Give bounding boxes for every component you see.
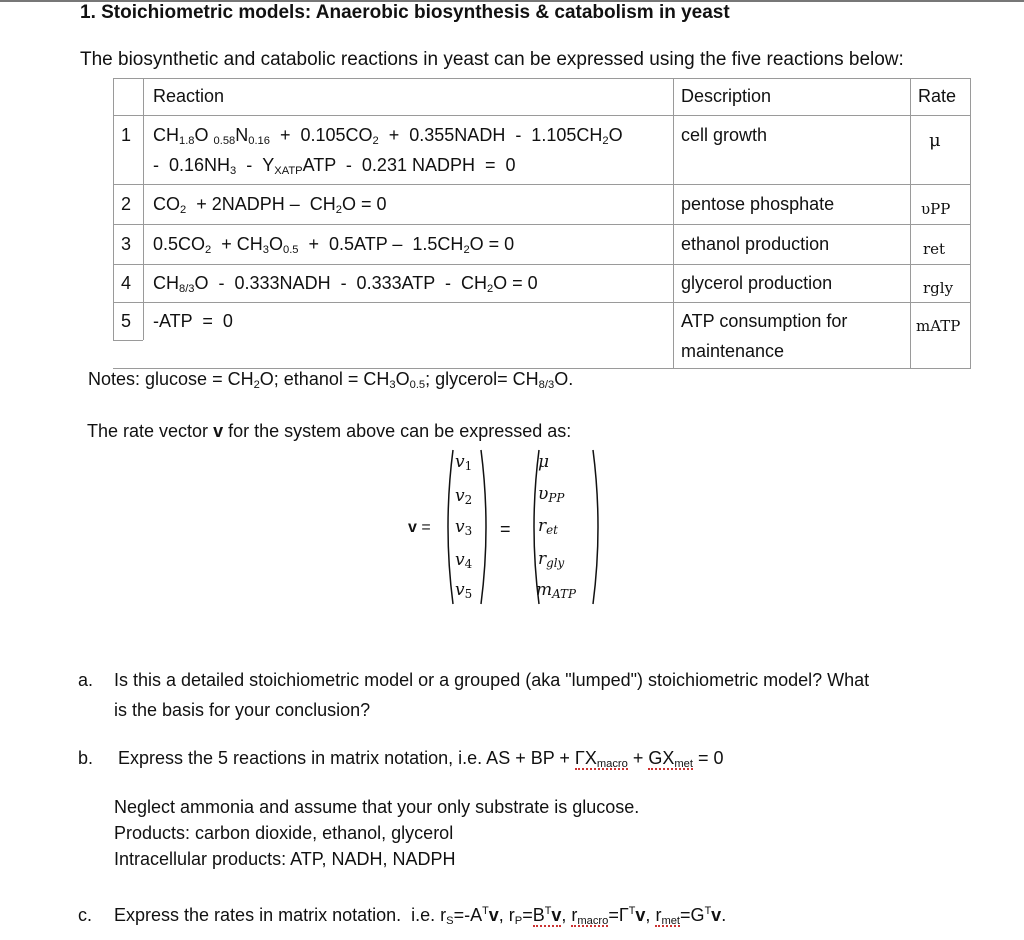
question-a-line1: Is this a detailed stoichiometric model or a grouped (aka "lumped") stoichiometric model? What [114, 670, 870, 690]
row-5-description-line2: maintenance [681, 341, 785, 361]
row-2-reaction: $CO_2$ + 2NADPH – $CH_2O = 0$ [153, 194, 387, 216]
header-rate: Rate [918, 86, 957, 106]
reaction-table [113, 78, 971, 369]
row-1-reaction-line1: $CH_{1.8}O$ $_{0.58}N_{0.16} + 0.105CO_2$ + 0.355NADH - $1.105CH_2O$ [153, 125, 623, 147]
v4: $v_4$ [455, 550, 473, 571]
row-3-description: ethanol production [681, 234, 830, 254]
question-b-note-3: Intracellular products: ATP, NADH, NADPH [114, 849, 456, 869]
question-b-note-2: Products: carbon dioxide, ethanol, glycerol [114, 823, 454, 843]
vector-label: v = [408, 519, 431, 536]
question-c-label: c. [78, 905, 93, 925]
row-4-reaction: $CH_{8/3}O$ - 0.333NADH - $0.333ATP - CH_2O = 0$ [153, 273, 538, 295]
question-b-note-1: Neglect ammonia and assume that your only substrate is glucose. [114, 797, 640, 817]
question-a-line2: is the basis for your conclusion? [114, 700, 371, 720]
question-c-line1: Express the rates in matrix notation. i.e. $r_S=-A^Tv$, $r_P=B^Tv$, $r_{macro}=\Gamma^Tv$, $r_{met}=G^Tv$. [114, 905, 727, 927]
row-4-number: 4 [121, 273, 132, 293]
question-b-label: b. [78, 748, 94, 768]
ret: $r_{et}$ [538, 516, 558, 537]
row-2-description: pentose phosphate [681, 194, 835, 214]
row-3-rate: ret [923, 240, 946, 258]
row-4-description: glycerol production [681, 273, 833, 293]
mu: μ [538, 452, 550, 472]
row-5-reaction: -ATP = 0 [153, 311, 233, 331]
right-paren-1 [478, 448, 494, 606]
rate-vector-intro: The rate vector v for the system above can be expressed as: [87, 421, 572, 441]
equals-sign: = [500, 519, 511, 539]
row-1-description: cell growth [681, 125, 768, 145]
v5: $v_5$ [455, 580, 473, 601]
row-3-number: 3 [121, 234, 132, 254]
row-5-rate: mATP [916, 317, 961, 335]
v1: $v_1$ [455, 452, 473, 473]
v3: $v_3$ [455, 517, 473, 538]
row-3-reaction: $0.5CO_2 + CH_3O_{0.5} + 0.5ATP - 1.5CH_2O = 0$ [153, 234, 515, 256]
question-heading: 1. Stoichiometric models: Anaerobic biosynthesis & catabolism in yeast [80, 2, 730, 23]
left-paren-1 [440, 448, 456, 606]
question-b-line1: Express the 5 reactions in matrix notation, i.e. AS + BP + $\Gamma X_{macro} + GX_{met} = 0$ [118, 748, 724, 770]
upp: $\upsilon_{PP}$ [538, 484, 565, 505]
notes: Notes: $glucose = CH_2O$; ethanol = $CH_3O_{0.5}$; glycerol= $CH_{8/3}O$. [88, 369, 574, 391]
row-1-reaction-line2: - $0.16NH_3 - Y_{XATP}ATP - 0.231$ NADPH = 0 [153, 155, 516, 177]
v2: $v_2$ [455, 486, 473, 507]
row-1-number: 1 [121, 125, 132, 145]
rgly: $r_{gly}$ [538, 549, 565, 570]
right-paren-2 [590, 448, 606, 606]
row-5-number: 5 [121, 311, 132, 331]
matp: $m_{ATP}$ [536, 580, 576, 601]
row-5-description: ATP consumption for [681, 311, 848, 331]
header-description: Description [681, 86, 772, 106]
header-reaction: Reaction [153, 86, 225, 106]
row-1-rate: μ [929, 130, 941, 151]
row-2-rate: υPP [921, 200, 951, 218]
question-a-label: a. [78, 670, 94, 690]
row-2-number: 2 [121, 194, 132, 214]
intro-text: The biosynthetic and catabolic reactions in yeast can be expressed using the five reactions below: [80, 49, 904, 70]
row-4-rate: rgly [923, 279, 954, 297]
